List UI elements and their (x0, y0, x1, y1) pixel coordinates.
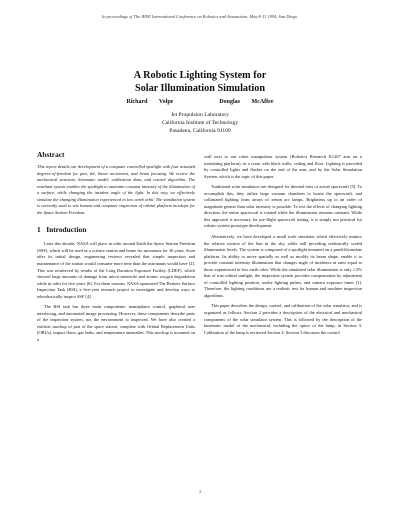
conference-note: In proceedings of The IEEE International Conference on Robotics and Automation, May 8-13 1994, San Diego. (101, 14, 299, 19)
right-paragraph-4: This paper describes the design, control, and calibration of the solar simulator, and is organized as follows. Section 2 provides a description of the electrical and mechanical components of the solar simulator system. This is followed by the description of the kinematic model of the mechanical, including the optics of the lamp, in Section 3. Calibration of the lamp is reviewed Section 4. Section 5 discusses the control (204, 303, 362, 335)
title-line-1: A Robotic Lighting System for (133, 70, 267, 81)
right-paragraph-2: Traditional solar simulators are designed for thermal tests of actual spacecraft [5]. To accomplish this, they utilize large vacuum chambers to house the spacecraft, and collimated lighting from arrays of xenon arc lamps. Brightness up to an order of magnitude greater than solar intensity is possible. To test the effects of changing lighting direction, the entire spacecraft is rotated while the illumination remains constant. While this approach is necessary for pre-flight spacecraft testing, it is simply not practical for robotic system prototype development. (204, 184, 362, 229)
abstract-text: This report details our development of a computer controlled spotlight with four actuated degrees-of-freedom for pan, tilt, linear movement, and beam focusing. We review the mechanical structure, kinematic model, calibration data, and control algorithm. The resultant system enables the spotlight to maintain constant intensity of the illumination of a surface, while changing the incident angle of the light. In this way, we effectively simulate the changing illumination experienced in low earth orbit. The simulation system is currently used to test human and computer inspection of orbital platform mockups for the Space Station Freedom. (37, 164, 195, 215)
right-paragraph-3: Alternatively, we have developed a small scale simulator which effectively mimics the relative motion of the Sun in the sky, while still providing realistically scaled illumination levels. The system is composed of a spotlight mounted on a pan/tilt/translate platform. Its ability to move spatially as well as modify its beam shape, enable it to provide constant intensity illumination that changes angle of incidence at rates equal to those experienced in low earth orbit. While the simulated solar illumination is only 1.5% that of true orbital sunlight, the inspection system provides compensation by adjustment of controlled lighting position, strobe lighting pulses, and camera exposure times [1]. Therefore, the lighting conditions are a realistic test for human and machine inspection algorithms. (204, 234, 362, 298)
right-column (204, 154, 362, 340)
page-number: 1 (198, 489, 202, 494)
authors: Richard Volpe Douglas McAffee (126, 99, 274, 105)
title-line-2: Solar Illumination Simulation (134, 82, 266, 94)
affiliation-line-3: Pasadena, California 91109 (169, 128, 231, 134)
right-paragraph-1: wall next to our robot manipulator system (Robotics Research K1207 arm on a translating platform), in a room with black walls, ceiling and floor. Lighting is provided by controlled lights and flashes on the end of the arm, and by the Solar Simulation System, which is the topic of this paper. (204, 154, 362, 179)
paper-title (0, 70, 400, 95)
left-column (37, 150, 195, 348)
affiliation-line-2: California Institute of Technology (161, 120, 239, 126)
intro-paragraph-2: The RSI task has three main components: manipulator control, graphical user interfacing, and automated image processing. However, these components describe parts of the inspection system, not the environment to inspected. We have also created a realistic mockup of part of the space station, complete with Orbital Replacement Units (ORUs), impact flaws, gas leaks, and temperature anomalies. This mockup is mounted on a (37, 304, 195, 343)
intro-paragraph-1: Later this decade, NASA will place in orbit around Earth the Space Station Freedom (SSF), which will be used as a science station and home for astronauts for 30 years. Soon after its initial design, engineering reviews revealed that simple inspection and maintenance of the station would consume more time than the astronauts would have [2]. This was reinforced by results of the Long Duration Exposure Facility (LDEF), which showed large amounts of damage from micro-meteorite and atomic oxygen degradation while in orbit for five years [6]. For these reasons, NASA sponsored The Remote Surface Inspection Task (RSI), a five-year research project to investigate and develop ways to telerobotically inspect SSF [4]. (37, 241, 195, 299)
affiliation-line-1: Jet Propulsion Laboratory (170, 112, 230, 118)
abstract-heading: Abstract (37, 150, 65, 159)
introduction-heading: 1 Introduction (37, 225, 87, 235)
